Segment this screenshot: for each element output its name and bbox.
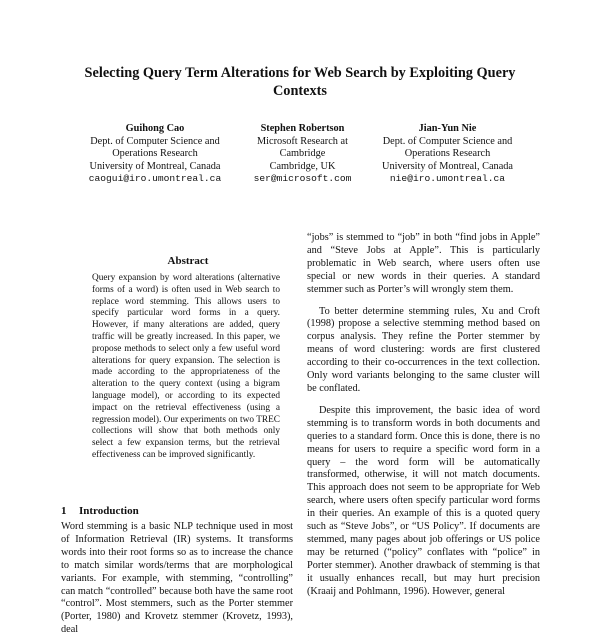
section-number: 1: [61, 505, 67, 517]
introduction-heading: [61, 505, 139, 517]
author-1: [70, 123, 240, 186]
author-email: caogui@iro.umontreal.ca: [88, 173, 222, 185]
author-name: Guihong Cao: [125, 123, 185, 134]
author-email: nie@iro.umontreal.ca: [389, 173, 506, 185]
author-2: [240, 123, 365, 186]
paragraph: Despite this improvement, the basic idea of word stemming is to transform words in both documents and queries to a standard form. Once this is done, there is no means for users to require a specific word form in a query – the word form will be automatically transformed, otherwise, it will not match documents. This approach does not seem to be appropriate for Web search, where users often specify particular word forms in their queries. An example of this is a quoted query such as “Steve Jobs”, or “US Policy”. If documents are stemmed, many pages about job offerings or US police may be returned (“policy” conflates with “police” in Porter stemmer). Another drawback of stemming is that it usually enhances recall, but may hurt precision (Kraaij and Pohlmann, 1996). However, general: [307, 404, 540, 597]
abstract-section: [86, 254, 290, 462]
section-title: Introduction: [79, 505, 139, 517]
author-affiliation: Cambridge, UK: [269, 160, 336, 172]
right-column: [307, 232, 540, 607]
author-email: ser@microsoft.com: [253, 173, 352, 185]
author-affiliation: Dept. of Computer Science and: [382, 135, 513, 147]
introduction-text: Word stemming is a basic NLP technique used in most of Information Retrieval (IR) systems. It transforms words into their root forms so as to increase the chance to match similar words/terms that are morphological variants. For example, with stemming, “controlling” can match “controlled” because both have the same root “control”. Most stemmers, such as the Porter stemmer (Porter, 1980) and Krovetz stemmer (Krovetz, 1993), deal: [61, 521, 293, 636]
author-affiliation: Operations Research: [112, 148, 198, 160]
paper-title: Selecting Query Term Alterations for Web Search by Exploiting Query Contexts: [84, 65, 516, 99]
abstract-text: Query expansion by word alterations (alternative forms of a word) is often used in Web search to replace word stemming. This allows users to specify particular word forms in a query. However, if many alterations are added, query traffic will be greatly increased. In this paper, we propose methods to select only a few useful word alterations for query expansion. The selection is made according to the appropriateness of the alteration to the query context (using a bigram language model), or according to its expected impact on the retrieval effectiveness (using a regression model). Our experiments on two TREC collections will show that both methods only select a few expansion terms, but the retrieval effectiveness can be improved significantly.: [92, 273, 280, 460]
author-affiliation: Dept. of Computer Science and: [90, 135, 220, 147]
author-block: [70, 123, 530, 183]
author-name: Stephen Robertson: [260, 123, 345, 134]
author-affiliation: Microsoft Research at: [257, 135, 348, 147]
paragraph: “jobs” is stemmed to “job” in both “find jobs in Apple” and “Steve Jobs at Apple”. This is particularly problematic in Web search, where users often use special or new words in their queries. A standard stemmer such as Porter’s will wrongly stem them.: [307, 232, 540, 295]
abstract-heading: Abstract: [167, 255, 209, 267]
paragraph: To better determine stemming rules, Xu and Croft (1998) propose a selective stemming method based on corpus analysis. They refine the Porter stemmer by means of word clustering: words are first clustered according to their co-occurrences in the text collection. Only word variants belonging to the same cluster will be conflated.: [307, 305, 540, 394]
author-name: Jian-Yun Nie: [418, 123, 477, 134]
author-affiliation: Operations Research: [404, 148, 491, 160]
author-affiliation: Cambridge: [279, 148, 326, 160]
author-affiliation: University of Montreal, Canada: [382, 160, 513, 172]
author-3: [365, 123, 530, 186]
author-affiliation: University of Montreal, Canada: [89, 160, 221, 172]
